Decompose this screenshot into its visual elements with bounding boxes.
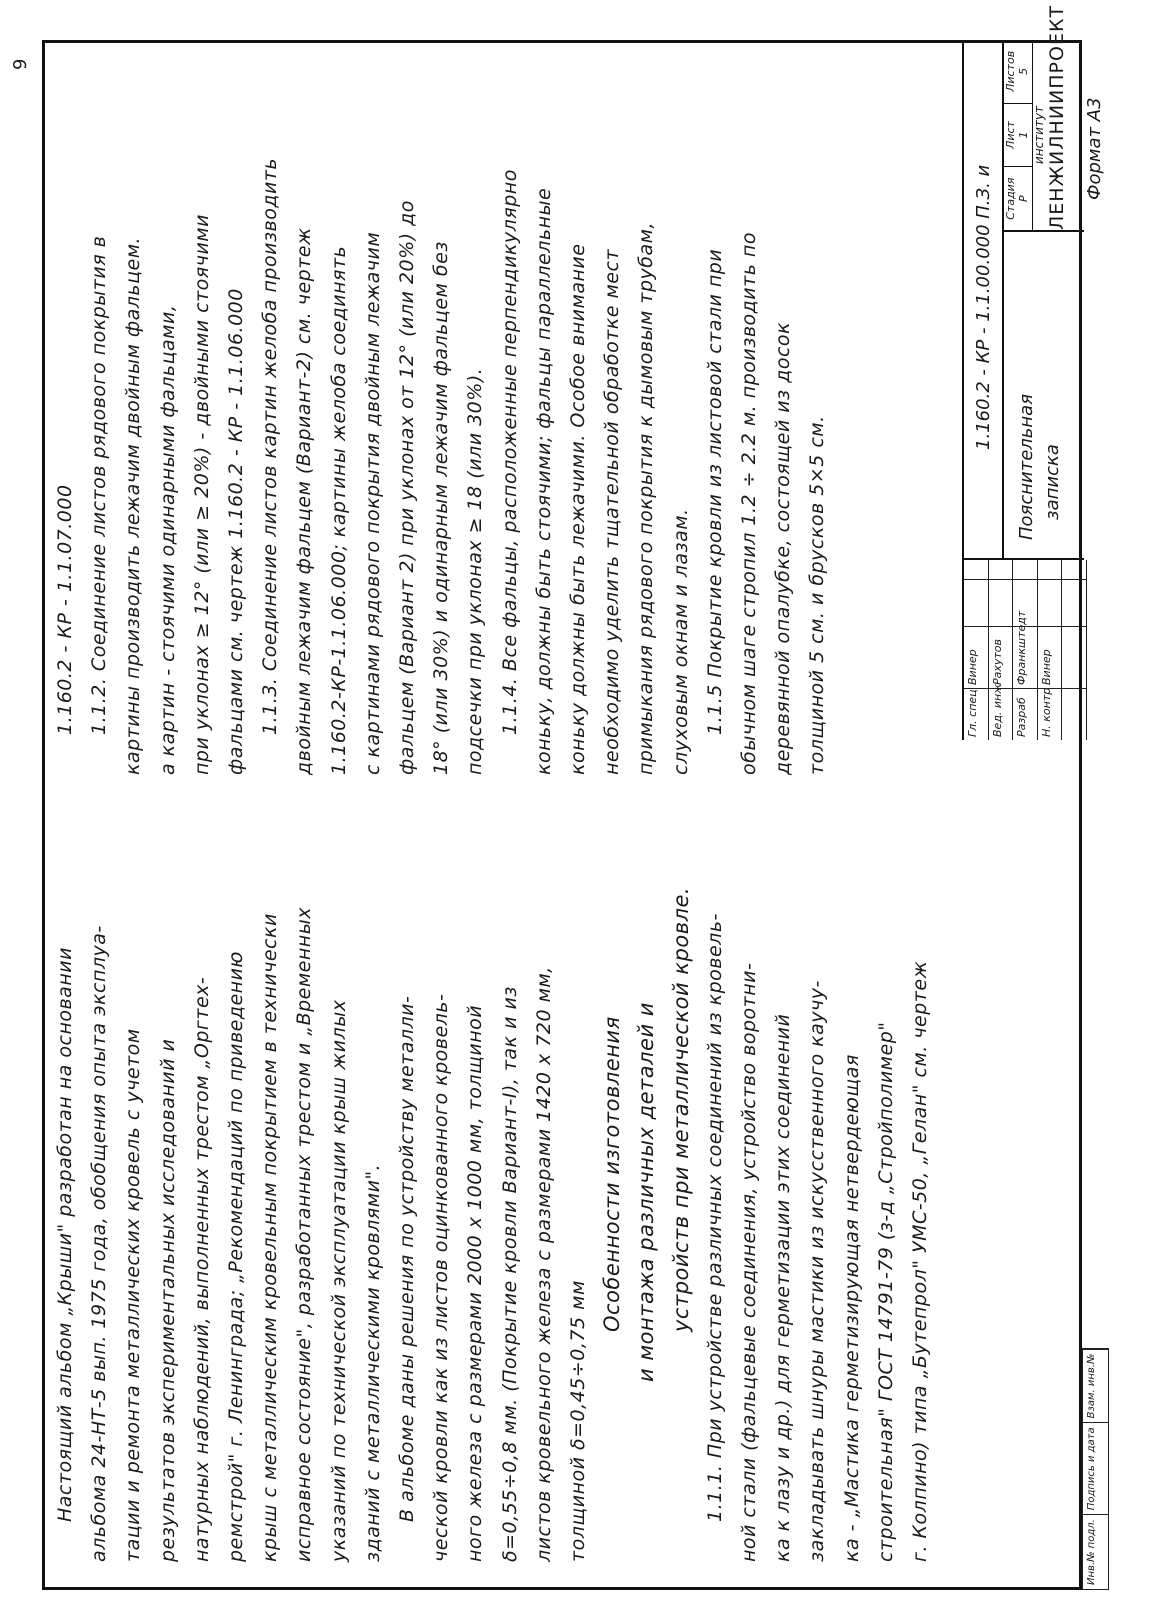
sheets-cell: Листов 5	[1004, 50, 1030, 92]
signature-row	[1062, 560, 1087, 740]
signature-row	[1013, 560, 1038, 740]
text-line: ка к лазу и др.) для герметизации этих соединений	[772, 1013, 795, 1562]
text-line: двойным лежачим фальцем (Вариант-2) см. чертеж	[293, 227, 316, 775]
signature-table	[964, 558, 1084, 740]
stamp-cell: Взам. инв.№	[1083, 1349, 1108, 1423]
role: Разраб	[1013, 688, 1037, 740]
title-block	[962, 4, 1084, 740]
text-line: 1.1.4. Все фальцы, расположенные перпендикулярно	[498, 169, 521, 735]
text-line: исправное состояние", разработанных трестом и „Временных	[293, 907, 316, 1562]
signature-row	[964, 560, 989, 740]
text-line: ремстрой" г. Ленинграда; „Рекомендаций по приведению	[225, 951, 248, 1562]
role: Н. контр	[1038, 688, 1062, 740]
text-line: натурных наблюдений, выполненных трестом „Оргтех-	[190, 976, 213, 1562]
document-code: 1.160.2 - КР - 1.1.00.000 П.З. и	[964, 40, 1004, 560]
document-name	[1004, 230, 1084, 560]
stamp-cell: Подпись и дата	[1083, 1422, 1108, 1514]
signature	[964, 579, 988, 626]
sheet-meta	[1004, 40, 1033, 230]
text-line: деревянной опалубке, состоящей из досок	[772, 321, 795, 775]
text-line: строительная" ГОСТ 14791-79 (з-д „Стройполимер"	[874, 1021, 897, 1562]
format-label: Формат А3	[1084, 97, 1105, 200]
person: Винер	[1038, 626, 1062, 688]
left-text-column	[48, 802, 937, 1562]
text-line: г. Колпино) типа „Бутепрол" УМС-50, „Гелан" см. чертеж	[909, 960, 932, 1562]
text-line: 1.1.1. При устройстве различных соединений из кровель-	[703, 913, 726, 1522]
text-line: 18° (или 30%) и одинарным лежачим фальцем без	[430, 241, 453, 775]
text-line: 1.160.2 - КР - 1.1.07.000	[54, 484, 76, 735]
page-number: 9	[10, 58, 31, 70]
text-line: δ=0,55÷0,8 мм. (Покрытие кровли Вариант-I), так и из	[498, 986, 521, 1562]
organization-label: институт	[1032, 105, 1046, 165]
section-heading: и монтажа различных деталей и	[634, 1002, 659, 1382]
signature	[1013, 579, 1037, 626]
section-heading: Особенности изготовления	[600, 1016, 625, 1332]
role: Вед. инж	[989, 688, 1013, 740]
text-line: картины производить лежачим двойным фальцем.	[122, 236, 145, 775]
organization	[1032, 4, 1084, 230]
role: Гл. спец	[964, 688, 988, 740]
text-line: закладывать шнуры мастики из искусственного каучу-	[806, 980, 829, 1562]
text-line: а картин - стоячими одинарными фальцами,	[156, 304, 179, 775]
text-line: зданий с металлическими кровлями".	[361, 1163, 384, 1562]
text-line: тации и ремонта металлических кровель с учетом	[122, 1028, 145, 1562]
signature	[989, 579, 1013, 626]
stage-cell: Стадия Р	[1004, 166, 1032, 230]
person: Рахутов	[989, 626, 1013, 688]
organization-name: ЛЕНЖИЛНИИПРОЕКТ	[1046, 4, 1068, 230]
stamp-cell: Инв.№ подл.	[1083, 1514, 1108, 1589]
text-line: ческой кровли как из листов оцинкованного кровель-	[430, 993, 453, 1562]
text-line: 1.1.3. Соединение листов картин желоба производить	[259, 157, 282, 735]
section-heading: устройств при металлической кровле.	[668, 886, 693, 1332]
document-name-line: записка	[1042, 444, 1063, 520]
text-line: 1.160.2-КР-1.1.06.000; картины желоба соединять	[327, 245, 350, 775]
text-line: фальцами см. чертеж 1.160.2 - КР - 1.1.06.000	[225, 288, 248, 775]
signature-row	[1038, 560, 1063, 740]
text-line: примыкания рядового покрытия к дымовым трубам,	[635, 221, 658, 775]
person: Франкштедт	[1013, 626, 1037, 688]
drawing-sheet	[10, 4, 1107, 1590]
text-line: 1.1.2. Соединение листов рядового покрытия в	[88, 235, 111, 735]
signature	[1038, 579, 1062, 626]
right-text-column	[48, 55, 835, 775]
text-line: указаний по технической эксплуатации крыш жилых	[327, 999, 350, 1562]
text-line: толщиной 5 см. и брусков 5×5 см.	[806, 415, 829, 775]
text-line: результатов экспериментальных исследований и	[156, 1038, 179, 1562]
text-line: подсечки при уклонах ≥ 18 (или 30%).	[464, 367, 487, 775]
text-line: толщиной δ=0,45÷0,75 мм	[567, 1280, 590, 1562]
text-line: коньку, должны быть стоячими; фальцы параллельные	[532, 187, 555, 775]
text-line: альбома 24-НТ-5 вып. 1975 года, обобщения опыта эксплуа-	[88, 925, 111, 1562]
text-line: ка - „Мастика герметизирующая нетвердеющая	[840, 1054, 863, 1562]
text-line: ной стали (фальцевые соединения, устройство воротни-	[738, 962, 761, 1562]
text-line: листов кровельного железа с размерами 1420 х 720 мм,	[532, 966, 555, 1562]
person: Винер	[964, 626, 988, 688]
text-line: с картинами рядового покрытия двойным лежачим	[361, 231, 384, 775]
text-line: Настоящий альбом „Крыши" разработан на основании	[54, 947, 76, 1522]
text-line: слуховым окнам и лазам.	[669, 508, 692, 775]
text-line: необходимо уделить тщательной обработке мест	[601, 248, 624, 775]
binding-stamp	[1082, 1348, 1109, 1590]
text-line: коньку должны быть лежачими. Особое внимание	[567, 243, 590, 775]
text-line: обычном шаге стропил 1.2 ÷ 2.2 м. производить по	[738, 232, 761, 775]
text-line: ного железа с размерами 2000 х 1000 мм, толщиной	[464, 1004, 487, 1562]
document-name-line: Пояснительная	[1016, 393, 1037, 540]
text-line: В альбоме даны решения по устройству металли-	[396, 995, 419, 1522]
text-line: 1.1.5 Покрытие кровли из листовой стали при	[703, 248, 726, 735]
signature-row	[989, 560, 1014, 740]
text-line: при уклонах ≥ 12° (или ≥ 20%) - двойными стоячими	[190, 214, 213, 775]
text-line: фальцем (Вариант 2) при уклонах от 12° (или 20%) до	[396, 200, 419, 775]
sheet-cell: Лист 1	[1004, 103, 1032, 167]
text-line: крыш с металлическим кровельным покрытием в технически	[259, 913, 282, 1562]
